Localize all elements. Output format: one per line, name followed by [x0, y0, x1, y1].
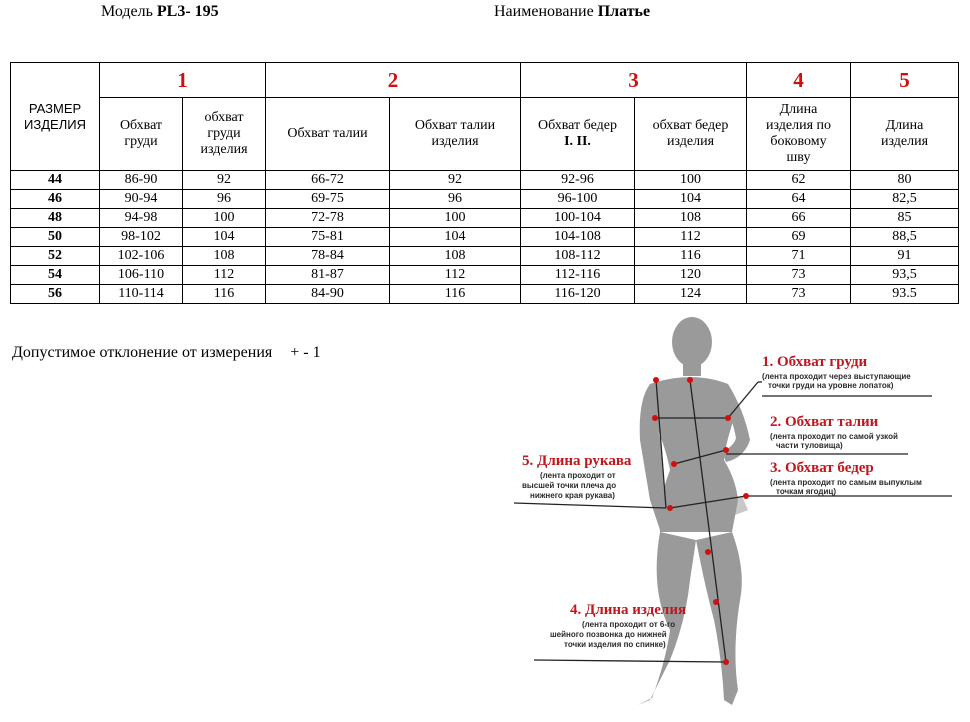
table-cell: 66 — [747, 209, 851, 228]
sleeve-underline — [514, 503, 666, 508]
table-cell: 96-100 — [521, 190, 635, 209]
size-column-header: РАЗМЕР ИЗДЕЛИЯ — [11, 63, 100, 171]
svg-text:(лента проходит от: (лента проходит от — [540, 471, 616, 480]
table-cell: 116-120 — [521, 285, 635, 304]
svg-text:(лента проходит от 6-го: (лента проходит от 6-го — [582, 620, 676, 629]
svg-text:(лента проходит по самым выпук: (лента проходит по самым выпуклым — [770, 478, 922, 487]
header-garment-length: Длина изделия — [851, 98, 959, 171]
table-cell: 102-106 — [100, 247, 183, 266]
header-chest: Обхват груди — [100, 98, 183, 171]
table-cell: 85 — [851, 209, 959, 228]
table-cell: 104 — [390, 228, 521, 247]
table-cell: 82,5 — [851, 190, 959, 209]
table-cell: 96 — [390, 190, 521, 209]
table-row — [11, 190, 959, 209]
label-chest — [762, 354, 911, 390]
table-cell: 100 — [635, 171, 747, 190]
svg-text:нижнего края рукава): нижнего края рукава) — [530, 491, 615, 500]
table-cell: 112 — [635, 228, 747, 247]
label-garment-length — [550, 602, 686, 649]
svg-text:точки груди на уровне лопаток): точки груди на уровне лопаток) — [768, 381, 894, 390]
table-cell: 91 — [851, 247, 959, 266]
tolerance-label: Допустимое отклонение от измерения — [12, 344, 273, 361]
table-cell: 92-96 — [521, 171, 635, 190]
header-garment-waist: Обхват талии изделия — [390, 98, 521, 171]
table-cell: 92 — [183, 171, 266, 190]
size-cell: 52 — [11, 247, 100, 266]
table-cell: 72-78 — [266, 209, 390, 228]
svg-text:высшей точки плеча до: высшей точки плеча до — [522, 481, 617, 490]
table-cell: 71 — [747, 247, 851, 266]
svg-text:точкам ягодиц): точкам ягодиц) — [776, 487, 836, 496]
table-cell: 69 — [747, 228, 851, 247]
table-cell: 100-104 — [521, 209, 635, 228]
table-cell: 66-72 — [266, 171, 390, 190]
table-cell: 104-108 — [521, 228, 635, 247]
table-cell: 106-110 — [100, 266, 183, 285]
table-cell: 116 — [635, 247, 747, 266]
size-cell: 50 — [11, 228, 100, 247]
table-cell: 75-81 — [266, 228, 390, 247]
table-cell: 88,5 — [851, 228, 959, 247]
table-cell: 64 — [747, 190, 851, 209]
table-cell: 92 — [390, 171, 521, 190]
table-row — [11, 247, 959, 266]
length-underline — [534, 660, 726, 662]
size-cell: 44 — [11, 171, 100, 190]
table-row — [11, 171, 959, 190]
garment-name-heading — [494, 3, 650, 21]
garment-name: Платье — [597, 3, 651, 20]
group-number-4: 4 — [747, 63, 851, 98]
size-cell: 56 — [11, 285, 100, 304]
svg-text:шейного позвонка до нижней: шейного позвонка до нижней — [550, 630, 667, 639]
table-cell: 86-90 — [100, 171, 183, 190]
svg-text:5. Длина рукава: 5. Длина рукава — [522, 453, 632, 469]
svg-text:4. Длина изделия: 4. Длина изделия — [570, 602, 687, 618]
size-cell: 48 — [11, 209, 100, 228]
table-cell: 112 — [390, 266, 521, 285]
table-cell: 100 — [390, 209, 521, 228]
group-number-3: 3 — [521, 63, 747, 98]
table-cell: 98-102 — [100, 228, 183, 247]
table-cell: 108-112 — [521, 247, 635, 266]
svg-text:(лента проходит через выступаю: (лента проходит через выступающие — [762, 372, 911, 381]
size-cell: 46 — [11, 190, 100, 209]
label-hips — [770, 460, 922, 496]
table-cell: 112 — [183, 266, 266, 285]
table-row — [11, 266, 959, 285]
svg-text:3. Обхват бедер: 3. Обхват бедер — [770, 460, 874, 476]
group-number-1: 1 — [100, 63, 266, 98]
table-cell: 120 — [635, 266, 747, 285]
size-cell: 54 — [11, 266, 100, 285]
table-cell: 94-98 — [100, 209, 183, 228]
size-table — [10, 62, 959, 304]
table-cell: 124 — [635, 285, 747, 304]
table-cell: 62 — [747, 171, 851, 190]
measurement-header-row — [11, 98, 959, 171]
table-cell: 69-75 — [266, 190, 390, 209]
table-cell: 96 — [183, 190, 266, 209]
group-number-row — [11, 63, 959, 98]
table-cell: 104 — [183, 228, 266, 247]
name-label: Наименование — [494, 3, 594, 20]
table-cell: 93,5 — [851, 266, 959, 285]
table-cell: 116 — [390, 285, 521, 304]
label-sleeve-length — [522, 453, 632, 500]
header-waist: Обхват талии — [266, 98, 390, 171]
table-cell: 73 — [747, 285, 851, 304]
measurement-figure — [500, 300, 960, 710]
model-heading — [101, 3, 219, 21]
svg-text:точки изделия по спинке): точки изделия по спинке) — [564, 640, 666, 649]
svg-text:части туловища): части туловища) — [776, 441, 843, 450]
table-cell: 78-84 — [266, 247, 390, 266]
table-cell: 93.5 — [851, 285, 959, 304]
table-cell: 108 — [390, 247, 521, 266]
table-row — [11, 209, 959, 228]
svg-text:1. Обхват груди: 1. Обхват груди — [762, 354, 868, 370]
header-garment-hips: обхват бедер изделия — [635, 98, 747, 171]
group-number-5: 5 — [851, 63, 959, 98]
table-cell: 73 — [747, 266, 851, 285]
header-garment-chest: обхват груди изделия — [183, 98, 266, 171]
label-waist — [770, 414, 898, 450]
table-cell: 81-87 — [266, 266, 390, 285]
svg-text:2. Обхват талии: 2. Обхват талии — [770, 414, 879, 430]
table-cell: 90-94 — [100, 190, 183, 209]
table-cell: 110-114 — [100, 285, 183, 304]
table-cell: 80 — [851, 171, 959, 190]
model-code: PL3- 195 — [156, 3, 219, 20]
table-cell: 104 — [635, 190, 747, 209]
tolerance-value: + - 1 — [290, 344, 321, 361]
tolerance-note — [12, 344, 321, 362]
svg-text:(лента проходит по самой узкой: (лента проходит по самой узкой — [770, 432, 898, 441]
model-label: Модель — [101, 3, 153, 20]
table-cell: 108 — [183, 247, 266, 266]
group-number-2: 2 — [266, 63, 521, 98]
table-cell: 112-116 — [521, 266, 635, 285]
header-hips: Обхват бедер I. II. — [521, 98, 635, 171]
table-cell: 116 — [183, 285, 266, 304]
table-row — [11, 228, 959, 247]
table-cell: 100 — [183, 209, 266, 228]
table-cell: 108 — [635, 209, 747, 228]
header-side-length: Длина изделия по боковому шву — [747, 98, 851, 171]
table-cell: 84-90 — [266, 285, 390, 304]
